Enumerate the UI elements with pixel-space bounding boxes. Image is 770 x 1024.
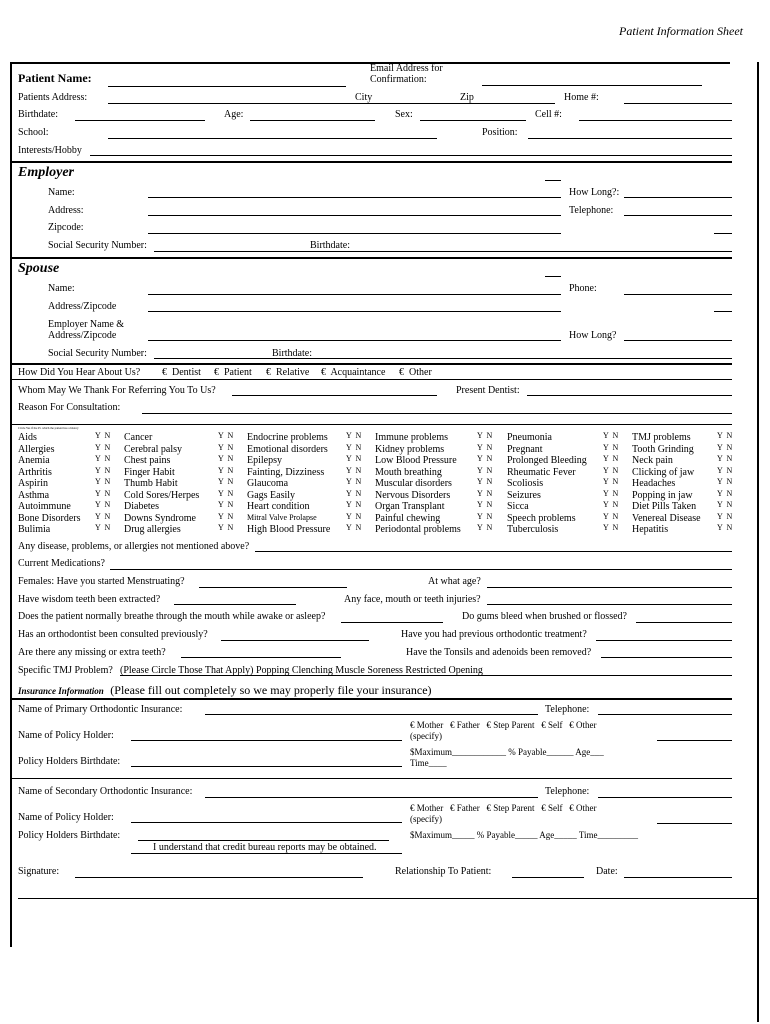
yes-no-choice[interactable]: Y N [218, 465, 235, 475]
relation-option: Father [456, 720, 480, 730]
patient-address-field[interactable] [108, 103, 555, 104]
condition-label: Fainting, Dizziness [247, 466, 325, 478]
holder-field[interactable] [131, 740, 402, 741]
tmj-label: Specific TMJ Problem? [18, 665, 113, 676]
condition-label: Rheumatic Fever [507, 466, 576, 478]
yes-no-choice[interactable]: Y N [477, 500, 494, 509]
interests-field[interactable] [90, 155, 732, 156]
email-label-2: Confirmation: [370, 74, 427, 85]
reason-label: Reason For Consultation: [18, 402, 121, 413]
condition-label: Bulimia [18, 524, 51, 535]
frame-right-border [757, 62, 759, 1022]
position-label: Position: [482, 127, 518, 138]
medications-label: Current Medications? [18, 558, 105, 569]
yes-no-choice[interactable]: Y N [218, 431, 235, 440]
yes-no-choice[interactable]: Y N [603, 477, 620, 486]
condition-label: Asthma [18, 489, 50, 501]
condition-label: Painful chewing [375, 512, 441, 524]
condition-label: Pneumonia [507, 432, 552, 443]
condition-label: Seizures [507, 489, 541, 501]
relation-options-primary[interactable] [410, 720, 597, 730]
breathe-label: Does the patient normally breathe through the mouth while awake or asleep? [18, 611, 326, 622]
referral-thanks-field[interactable] [232, 395, 437, 396]
condition-label: Diet Pills Taken [632, 501, 697, 512]
condition-label: Anemia [18, 455, 50, 466]
yes-no-choice[interactable]: Y N [603, 500, 620, 509]
primary-bottom-rule [10, 778, 732, 779]
yes-no-choice[interactable]: Y N [477, 511, 494, 521]
checkbox-icon: € [541, 720, 546, 730]
yes-no-choice[interactable]: Y N [218, 500, 235, 509]
employer-telephone-label: Telephone: [569, 205, 614, 216]
employer-telephone-field[interactable] [624, 215, 732, 216]
yes-no-choice[interactable]: Y N [346, 465, 363, 475]
condition-label: Prolonged Bleeding [507, 455, 587, 466]
relation-option: Father [456, 803, 480, 813]
injuries-label: Any face, mouth or teeth injuries? [344, 594, 481, 605]
relation-option: Self [548, 720, 563, 730]
condition-label: High Blood Pressure [247, 524, 331, 535]
date-label: Date: [596, 866, 618, 877]
signature-label: Signature: [18, 866, 60, 877]
sex-field[interactable] [420, 120, 526, 121]
condition-label: Headaches [632, 478, 676, 489]
checkbox-icon: € [486, 720, 491, 730]
specify-label: (specify) [410, 814, 442, 824]
frame-left-border [10, 62, 12, 947]
yes-no-choice[interactable]: Y N [95, 454, 112, 463]
yes-no-choice[interactable]: Y N [346, 500, 363, 509]
yes-no-choice[interactable]: Y N [603, 488, 620, 498]
any-disease-label: Any disease, problems, or allergies not mentioned above? [18, 541, 250, 552]
spouse-phone-label: Phone: [569, 283, 597, 294]
page-title: Patient Information Sheet [619, 24, 743, 38]
spouse-heading-mark [545, 276, 561, 277]
yes-no-choice[interactable]: Y N [218, 454, 235, 463]
primary-max-text: $Maximum____________ % Payable______ Age___ [410, 747, 604, 757]
relation-option: Step Parent [493, 720, 535, 730]
condition-label: Popping in jaw [632, 489, 693, 501]
tonsils-field[interactable] [601, 657, 732, 658]
employer-name-field[interactable] [148, 197, 561, 198]
yes-no-choice[interactable]: Y N [717, 442, 734, 452]
referral-option-dentist[interactable] [162, 367, 201, 378]
checkbox-icon: € [569, 720, 574, 730]
checkbox-icon: € [410, 803, 415, 813]
employer-howlong-field[interactable] [624, 197, 732, 198]
yes-no-choice[interactable]: Y N [717, 500, 734, 509]
bottom-rule [18, 898, 757, 899]
condition-label: Hepatitis [632, 524, 669, 535]
condition-label: Chest pains [124, 455, 171, 466]
condition-label: Diabetes [124, 501, 159, 512]
medications-field[interactable] [110, 569, 732, 570]
spouse-employer-field[interactable] [148, 340, 561, 341]
condition-label: Bone Disorders [18, 512, 81, 524]
missing-teeth-field[interactable] [181, 657, 341, 658]
condition-label: TMJ problems [632, 432, 691, 443]
present-dentist-field[interactable] [527, 395, 732, 396]
condition-label: Low Blood Pressure [375, 455, 457, 466]
insurance-note: (Please fill out completely so we may properly file your insurance) [110, 683, 432, 697]
option-label: Relative [276, 367, 310, 378]
condition-label: Downs Syndrome [124, 512, 196, 524]
yes-no-choice[interactable]: Y N [603, 431, 620, 440]
relation-option: Step Parent [493, 803, 535, 813]
yes-no-choice[interactable]: Y N [346, 454, 363, 463]
checkbox-icon: € [450, 803, 455, 813]
spouse-phone-field[interactable] [624, 294, 732, 295]
wisdom-label: Have wisdom teeth been extracted? [18, 594, 161, 605]
spouse-address-label: Address/Zipcode [48, 301, 117, 312]
section-divider [10, 161, 732, 163]
primary-telephone-field[interactable] [598, 714, 732, 715]
condition-label: Emotional disorders [247, 443, 328, 455]
condition-label: Aids [18, 432, 37, 443]
condition-label: Drug allergies [124, 524, 181, 535]
condition-label: Immune problems [375, 432, 449, 443]
yes-no-choice[interactable]: Y N [477, 465, 494, 475]
condition-label: Cold Sores/Herpes [124, 489, 200, 501]
credit-note-rule [131, 853, 402, 854]
employer-address-label: Address: [48, 205, 84, 216]
secondary-telephone-label: Telephone: [545, 786, 590, 797]
hear-about-rule [10, 379, 732, 380]
yes-no-choice[interactable]: Y N [477, 523, 494, 532]
insurance-title: Insurance Information [18, 686, 104, 696]
yes-no-choice[interactable]: Y N [218, 442, 235, 452]
primary-insurance-label: Name of Primary Orthodontic Insurance: [18, 704, 183, 715]
checkbox-icon: € [569, 803, 574, 813]
birthdate-label: Birthdate: [18, 109, 58, 120]
relation-option: Mother [416, 803, 444, 813]
yes-no-choice[interactable]: Y N [95, 442, 112, 452]
yes-no-choice[interactable]: Y N [346, 523, 363, 532]
condition-label: Tuberculosis [507, 524, 559, 535]
holders-birthdate-field[interactable] [131, 766, 402, 767]
date-field[interactable] [624, 877, 732, 878]
insurance-title-row [18, 683, 432, 698]
referral-thanks-label: Whom May We Thank For Referring You To Us? [18, 385, 216, 396]
prev-treatment-field[interactable] [596, 640, 732, 641]
signature-field[interactable] [75, 877, 363, 878]
condition-label: Finger Habit [124, 466, 175, 478]
employer-zipcode-mark [714, 233, 732, 234]
employer-ssn-field[interactable] [154, 251, 732, 252]
secondary-holder-field[interactable] [131, 822, 402, 823]
checkbox-icon: € [266, 367, 271, 378]
primary-time-text: Time____ [410, 758, 447, 768]
specify-label: (specify) [410, 731, 442, 741]
section-divider [10, 698, 732, 700]
secondary-max-text: $Maximum_____ % Payable_____ Age_____ Time_________ [410, 830, 638, 840]
condition-label: Heart condition [247, 501, 310, 512]
yes-no-choice[interactable]: Y N [218, 511, 235, 521]
cell-label: Cell #: [535, 109, 562, 120]
condition-label: Gags Easily [247, 489, 296, 501]
condition-label: Muscular disorders [375, 478, 452, 489]
condition-label: Autoimmune [18, 501, 71, 512]
relation-option: Mother [416, 720, 444, 730]
referral-option-relative[interactable] [266, 367, 309, 378]
yes-no-choice[interactable]: Y N [95, 523, 112, 532]
checkbox-icon: € [214, 367, 219, 378]
employer-heading-mark [545, 180, 561, 181]
spouse-ssn-label: Social Security Number: [48, 348, 147, 359]
checkbox-icon: € [399, 367, 404, 378]
home-phone-field[interactable] [624, 103, 732, 104]
referral-option-other[interactable] [399, 367, 432, 378]
yes-no-choice[interactable]: Y N [717, 511, 734, 521]
checkbox-icon: € [541, 803, 546, 813]
yes-no-choice[interactable]: Y N [717, 465, 734, 475]
condition-label: Allergies [18, 443, 55, 455]
yes-no-choice[interactable]: Y N [603, 454, 620, 463]
yes-no-choice[interactable]: Y N [346, 488, 363, 498]
yes-no-choice[interactable]: Y N [346, 477, 363, 486]
employer-name-label: Name: [48, 187, 75, 198]
option-label: Acquaintance [330, 367, 386, 378]
any-disease-field[interactable] [255, 551, 732, 552]
reason-field[interactable] [142, 413, 732, 414]
yes-no-choice[interactable]: Y N [218, 488, 235, 498]
checkbox-icon: € [450, 720, 455, 730]
gums-label: Do gums bleed when brushed or flossed? [462, 611, 627, 622]
holder-label: Name of Policy Holder: [18, 730, 114, 741]
relation-option: Other [576, 803, 597, 813]
employer-zipcode-label: Zipcode: [48, 222, 84, 233]
condition-label: Mouth breathing [375, 466, 442, 478]
spouse-heading: Spouse [18, 261, 60, 276]
yes-no-choice[interactable]: Y N [603, 465, 620, 475]
sex-label: Sex: [395, 109, 413, 120]
condition-label: Periodontal problems [375, 524, 461, 535]
section-divider [10, 363, 732, 365]
condition-label: Organ Transplant [375, 501, 445, 512]
school-label: School: [18, 127, 49, 138]
option-label: Patient [224, 367, 252, 378]
employer-address-field[interactable] [148, 215, 561, 216]
condition-label: Clicking of jaw [632, 466, 695, 478]
yes-no-choice[interactable]: Y N [717, 431, 734, 440]
employer-ssn-label: Social Security Number: [48, 240, 147, 251]
relationship-label: Relationship To Patient: [395, 866, 492, 877]
condition-label: Venereal Disease [632, 512, 701, 524]
age-label: Age: [224, 109, 244, 120]
spouse-howlong-label: How Long? [569, 330, 617, 341]
yes-no-choice[interactable]: Y N [95, 500, 112, 509]
yes-no-choice[interactable]: Y N [717, 523, 734, 532]
what-age-label: At what age? [428, 576, 481, 587]
birthdate-field[interactable] [75, 120, 205, 121]
checkbox-icon: € [321, 367, 326, 378]
menstruating-field[interactable] [199, 587, 347, 588]
yes-no-choice[interactable]: Y N [603, 523, 620, 532]
tmj-options[interactable]: (Please Circle Those That Apply) Popping Clenching Muscle Soreness Restricted Opening [120, 665, 483, 676]
yes-no-choice[interactable]: Y N [346, 431, 363, 440]
history-instruction: Circle Yes if the Pt. which the patient has a history [18, 426, 79, 430]
employer-zipcode-field[interactable] [148, 233, 561, 234]
spouse-address-field[interactable] [148, 311, 561, 312]
yes-no-choice[interactable]: Y N [477, 442, 494, 452]
spouse-name-field[interactable] [148, 294, 561, 295]
spouse-employer-label-1: Employer Name & [48, 319, 125, 330]
yes-no-choice[interactable]: Y N [218, 523, 235, 532]
other-specify-field[interactable] [657, 823, 732, 824]
condition-label: Endocrine problems [247, 432, 328, 443]
yes-no-choice[interactable]: Y N [95, 431, 112, 440]
yes-no-choice[interactable]: Y N [717, 477, 734, 486]
present-dentist-label: Present Dentist: [456, 385, 520, 396]
tmj-field[interactable] [120, 675, 732, 676]
spouse-address-mark [714, 311, 732, 312]
secondary-holders-birthdate-label: Policy Holders Birthdate: [18, 830, 121, 841]
school-field[interactable] [108, 138, 437, 139]
yes-no-choice[interactable]: Y N [477, 477, 494, 486]
relation-option: Self [548, 803, 563, 813]
missing-teeth-label: Are there any missing or extra teeth? [18, 647, 166, 658]
secondary-holder-label: Name of Policy Holder: [18, 812, 114, 823]
interests-label: Interests/Hobby [18, 145, 82, 156]
wisdom-field[interactable] [174, 604, 296, 605]
condition-label: Arthritis [18, 466, 52, 478]
orthodontist-field[interactable] [221, 640, 369, 641]
employer-birthdate-label: Birthdate: [310, 240, 350, 251]
credit-note: I understand that credit bureau reports may be obtained. [153, 842, 377, 853]
tonsils-label: Have the Tonsils and adenoids been removed? [406, 647, 592, 658]
yes-no-choice[interactable]: Y N [95, 465, 112, 475]
injuries-field[interactable] [487, 604, 732, 605]
yes-no-choice[interactable]: Y N [717, 488, 734, 498]
condition-label: Epilepsy [247, 455, 282, 466]
yes-no-choice[interactable]: Y N [477, 488, 494, 498]
yes-no-choice[interactable]: Y N [346, 442, 363, 452]
what-age-field[interactable] [487, 587, 732, 588]
checkbox-icon: € [410, 720, 415, 730]
secondary-insurance-label: Name of Secondary Orthodontic Insurance: [18, 786, 193, 797]
condition-label: Cerebral palsy [124, 443, 183, 455]
patient-address-label: Patients Address: [18, 92, 88, 103]
prev-treatment-label: Have you had previous orthodontic treatment? [401, 629, 587, 640]
holders-birthdate-label: Policy Holders Birthdate: [18, 756, 121, 767]
condition-label: Kidney problems [375, 443, 445, 455]
condition-label: Neck pain [632, 455, 673, 466]
condition-label: Mitral Valve Prolapse [247, 512, 317, 522]
relation-option: Other [576, 720, 597, 730]
breathe-field[interactable] [341, 622, 443, 623]
checkbox-icon: € [162, 367, 167, 378]
city-label: City [355, 92, 373, 103]
yes-no-choice[interactable]: Y N [717, 454, 734, 463]
patient-name-field[interactable] [108, 86, 346, 87]
relationship-field[interactable] [512, 877, 584, 878]
condition-label: Tooth Grinding [632, 443, 694, 455]
yes-no-choice[interactable]: Y N [477, 431, 494, 440]
section-divider [10, 257, 732, 259]
primary-telephone-label: Telephone: [545, 704, 590, 715]
condition-label: Speech problems [507, 512, 576, 524]
option-label: Other [409, 367, 432, 378]
condition-label: Thumb Habit [124, 478, 178, 489]
zip-label: Zip [460, 92, 474, 103]
gums-field[interactable] [636, 622, 732, 623]
condition-label: Aspirin [18, 478, 48, 489]
option-label: Dentist [172, 367, 201, 378]
secondary-holders-birthdate-field[interactable] [138, 840, 389, 841]
hear-about-label: How Did You Hear About Us? [18, 367, 141, 378]
history-top-rule [10, 424, 732, 425]
condition-label: Sicca [507, 501, 529, 512]
relation-options-secondary[interactable] [410, 803, 597, 813]
employer-heading: Employer [18, 165, 74, 180]
condition-label: Cancer [124, 432, 153, 443]
patient-name-label: Patient Name: [18, 71, 92, 85]
age-field[interactable] [250, 120, 375, 121]
email-label-1: Email Address for [370, 63, 443, 74]
yes-no-choice[interactable]: Y N [95, 477, 112, 486]
secondary-insurance-field[interactable] [205, 797, 538, 798]
yes-no-choice[interactable]: Y N [346, 511, 363, 521]
secondary-telephone-field[interactable] [598, 797, 732, 798]
home-phone-label: Home #: [564, 92, 599, 103]
spouse-howlong-field[interactable] [624, 340, 732, 341]
yes-no-choice[interactable]: Y N [95, 511, 112, 521]
yes-no-choice[interactable]: Y N [603, 511, 620, 521]
condition-label: Scoliosis [507, 478, 544, 489]
position-field[interactable] [528, 138, 732, 139]
referral-option-patient[interactable] [214, 367, 252, 378]
menstruating-label: Females: Have you started Menstruating? [18, 576, 185, 587]
employer-howlong-label: How Long?: [569, 187, 620, 198]
spouse-ssn-field[interactable] [154, 358, 732, 359]
yes-no-choice[interactable]: Y N [603, 442, 620, 452]
spouse-name-label: Name: [48, 283, 75, 294]
condition-label: Glaucoma [247, 478, 289, 489]
cell-field[interactable] [579, 120, 732, 121]
condition-label: Nervous Disorders [375, 489, 451, 501]
spouse-employer-label-2: Address/Zipcode [48, 330, 117, 341]
yes-no-choice[interactable]: Y N [95, 488, 112, 498]
yes-no-choice[interactable]: Y N [218, 477, 235, 486]
email-field[interactable] [482, 85, 702, 86]
other-specify-field[interactable] [657, 740, 732, 741]
primary-insurance-field[interactable] [205, 714, 538, 715]
condition-label: Pregnant [507, 443, 543, 455]
spouse-birthdate-label: Birthdate: [272, 348, 312, 359]
yes-no-choice[interactable]: Y N [477, 454, 494, 463]
orthodontist-label: Has an orthodontist been consulted previously? [18, 629, 208, 640]
referral-option-acquaintance[interactable] [321, 367, 385, 378]
checkbox-icon: € [486, 803, 491, 813]
